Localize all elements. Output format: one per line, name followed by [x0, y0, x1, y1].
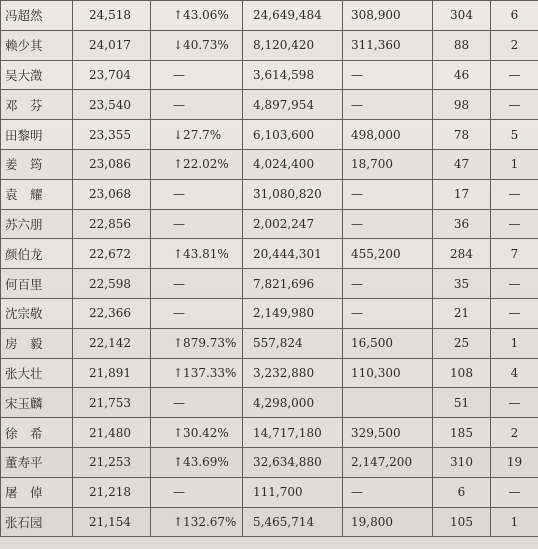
col-e-cell: 36 [433, 209, 491, 239]
col-f-cell: 2 [491, 30, 538, 60]
change-cell: ↑879.73% [151, 328, 243, 358]
col-d-cell: — [343, 269, 433, 299]
change-cell: — [151, 90, 243, 120]
table-row [1, 60, 538, 90]
change-cell: ↑132.67% [151, 507, 243, 537]
col-f-cell: — [491, 60, 538, 90]
table-row [1, 418, 538, 448]
artist-name-cell: 宋玉麟 [1, 388, 73, 418]
col-e-cell: 21 [433, 298, 491, 328]
total-cell: 6,103,600 [243, 120, 343, 150]
total-cell: 14,717,180 [243, 418, 343, 448]
artist-name-cell: 冯超然 [1, 1, 73, 31]
artist-name-cell: 邓 芬 [1, 90, 73, 120]
col-f-cell: 4 [491, 358, 538, 388]
col-f-cell: — [491, 298, 538, 328]
col-e-cell: 78 [433, 120, 491, 150]
value-cell: 24,518 [73, 1, 151, 31]
col-e-cell: 185 [433, 418, 491, 448]
change-cell: — [151, 60, 243, 90]
change-cell: — [151, 269, 243, 299]
total-cell: 557,824 [243, 328, 343, 358]
value-cell: 22,856 [73, 209, 151, 239]
table-row [1, 1, 538, 31]
artist-name-cell: 房 毅 [1, 328, 73, 358]
value-cell: 23,086 [73, 149, 151, 179]
artist-name-cell: 董寿平 [1, 447, 73, 477]
value-cell: 21,753 [73, 388, 151, 418]
artist-name-cell: 田黎明 [1, 120, 73, 150]
total-cell: 24,649,484 [243, 1, 343, 31]
table-body [1, 1, 538, 537]
artist-name-cell: 张大壮 [1, 358, 73, 388]
col-e-cell: 105 [433, 507, 491, 537]
change-cell: — [151, 477, 243, 507]
col-d-cell: 16,500 [343, 328, 433, 358]
value-cell: 22,142 [73, 328, 151, 358]
table-row [1, 388, 538, 418]
col-f-cell: 1 [491, 507, 538, 537]
change-cell: — [151, 298, 243, 328]
value-cell: 21,480 [73, 418, 151, 448]
col-d-cell: 2,147,200 [343, 447, 433, 477]
total-cell: 4,897,954 [243, 90, 343, 120]
change-cell: — [151, 209, 243, 239]
col-f-cell: — [491, 388, 538, 418]
artist-name-cell: 赖少其 [1, 30, 73, 60]
value-cell: 23,704 [73, 60, 151, 90]
total-cell: 2,149,980 [243, 298, 343, 328]
table-row [1, 239, 538, 269]
col-f-cell: — [491, 209, 538, 239]
total-cell: 111,700 [243, 477, 343, 507]
col-f-cell: 1 [491, 149, 538, 179]
total-cell: 20,444,301 [243, 239, 343, 269]
change-cell: ↑22.02% [151, 149, 243, 179]
col-d-cell: — [343, 209, 433, 239]
col-f-cell: 7 [491, 239, 538, 269]
table-row [1, 298, 538, 328]
col-e-cell: 46 [433, 60, 491, 90]
table-row [1, 269, 538, 299]
table-row [1, 477, 538, 507]
change-cell: — [151, 388, 243, 418]
col-d-cell: — [343, 477, 433, 507]
change-cell: ↑43.69% [151, 447, 243, 477]
total-cell: 8,120,420 [243, 30, 343, 60]
value-cell: 23,540 [73, 90, 151, 120]
col-f-cell: — [491, 90, 538, 120]
col-f-cell: 19 [491, 447, 538, 477]
total-cell: 31,080,820 [243, 179, 343, 209]
col-d-cell: — [343, 298, 433, 328]
artist-name-cell: 苏六朋 [1, 209, 73, 239]
col-e-cell: 47 [433, 149, 491, 179]
value-cell: 21,154 [73, 507, 151, 537]
change-cell: ↑43.06% [151, 1, 243, 31]
table-row [1, 149, 538, 179]
value-cell: 21,253 [73, 447, 151, 477]
value-cell: 21,218 [73, 477, 151, 507]
col-d-cell: 110,300 [343, 358, 433, 388]
table-row [1, 179, 538, 209]
col-e-cell: 304 [433, 1, 491, 31]
artist-name-cell: 徐 希 [1, 418, 73, 448]
col-d-cell: 18,700 [343, 149, 433, 179]
col-d-cell: 329,500 [343, 418, 433, 448]
value-cell: 21,891 [73, 358, 151, 388]
value-cell: 22,672 [73, 239, 151, 269]
artist-name-cell: 姜 筠 [1, 149, 73, 179]
col-f-cell: — [491, 477, 538, 507]
col-f-cell: 5 [491, 120, 538, 150]
col-d-cell: 311,360 [343, 30, 433, 60]
total-cell: 4,024,400 [243, 149, 343, 179]
col-e-cell: 17 [433, 179, 491, 209]
total-cell: 5,465,714 [243, 507, 343, 537]
total-cell: 4,298,000 [243, 388, 343, 418]
table-row [1, 30, 538, 60]
change-cell: ↑30.42% [151, 418, 243, 448]
col-d-cell: 308,900 [343, 1, 433, 31]
artist-name-cell: 张石园 [1, 507, 73, 537]
col-e-cell: 310 [433, 447, 491, 477]
col-d-cell: — [343, 60, 433, 90]
value-cell: 23,068 [73, 179, 151, 209]
change-cell: ↑43.81% [151, 239, 243, 269]
col-f-cell: — [491, 269, 538, 299]
col-e-cell: 88 [433, 30, 491, 60]
table-row [1, 328, 538, 358]
artist-name-cell: 何百里 [1, 269, 73, 299]
total-cell: 32,634,880 [243, 447, 343, 477]
artist-name-cell: 吴大澂 [1, 60, 73, 90]
value-cell: 23,355 [73, 120, 151, 150]
col-d-cell: 455,200 [343, 239, 433, 269]
change-cell: ↓27.7% [151, 120, 243, 150]
col-d-cell [343, 388, 433, 418]
value-cell: 24,017 [73, 30, 151, 60]
total-cell: 3,614,598 [243, 60, 343, 90]
col-e-cell: 25 [433, 328, 491, 358]
artist-name-cell: 沈宗敬 [1, 298, 73, 328]
col-e-cell: 108 [433, 358, 491, 388]
total-cell: 7,821,696 [243, 269, 343, 299]
col-f-cell: 6 [491, 1, 538, 31]
col-d-cell: — [343, 179, 433, 209]
col-e-cell: 284 [433, 239, 491, 269]
artist-name-cell: 屠 倬 [1, 477, 73, 507]
col-e-cell: 35 [433, 269, 491, 299]
table-row [1, 120, 538, 150]
table-row [1, 90, 538, 120]
col-f-cell: 2 [491, 418, 538, 448]
col-d-cell: 19,800 [343, 507, 433, 537]
change-cell: ↓40.73% [151, 30, 243, 60]
value-cell: 22,598 [73, 269, 151, 299]
value-cell: 22,366 [73, 298, 151, 328]
col-f-cell: — [491, 179, 538, 209]
col-e-cell: 98 [433, 90, 491, 120]
table-row [1, 358, 538, 388]
col-d-cell: — [343, 90, 433, 120]
col-e-cell: 51 [433, 388, 491, 418]
artist-name-cell: 袁 耀 [1, 179, 73, 209]
col-d-cell: 498,000 [343, 120, 433, 150]
col-e-cell: 6 [433, 477, 491, 507]
total-cell: 2,002,247 [243, 209, 343, 239]
change-cell: ↑137.33% [151, 358, 243, 388]
artist-name-cell: 颜伯龙 [1, 239, 73, 269]
table-row [1, 507, 538, 537]
table-row [1, 447, 538, 477]
table-row [1, 209, 538, 239]
col-f-cell: 1 [491, 328, 538, 358]
change-cell: — [151, 179, 243, 209]
total-cell: 3,232,880 [243, 358, 343, 388]
